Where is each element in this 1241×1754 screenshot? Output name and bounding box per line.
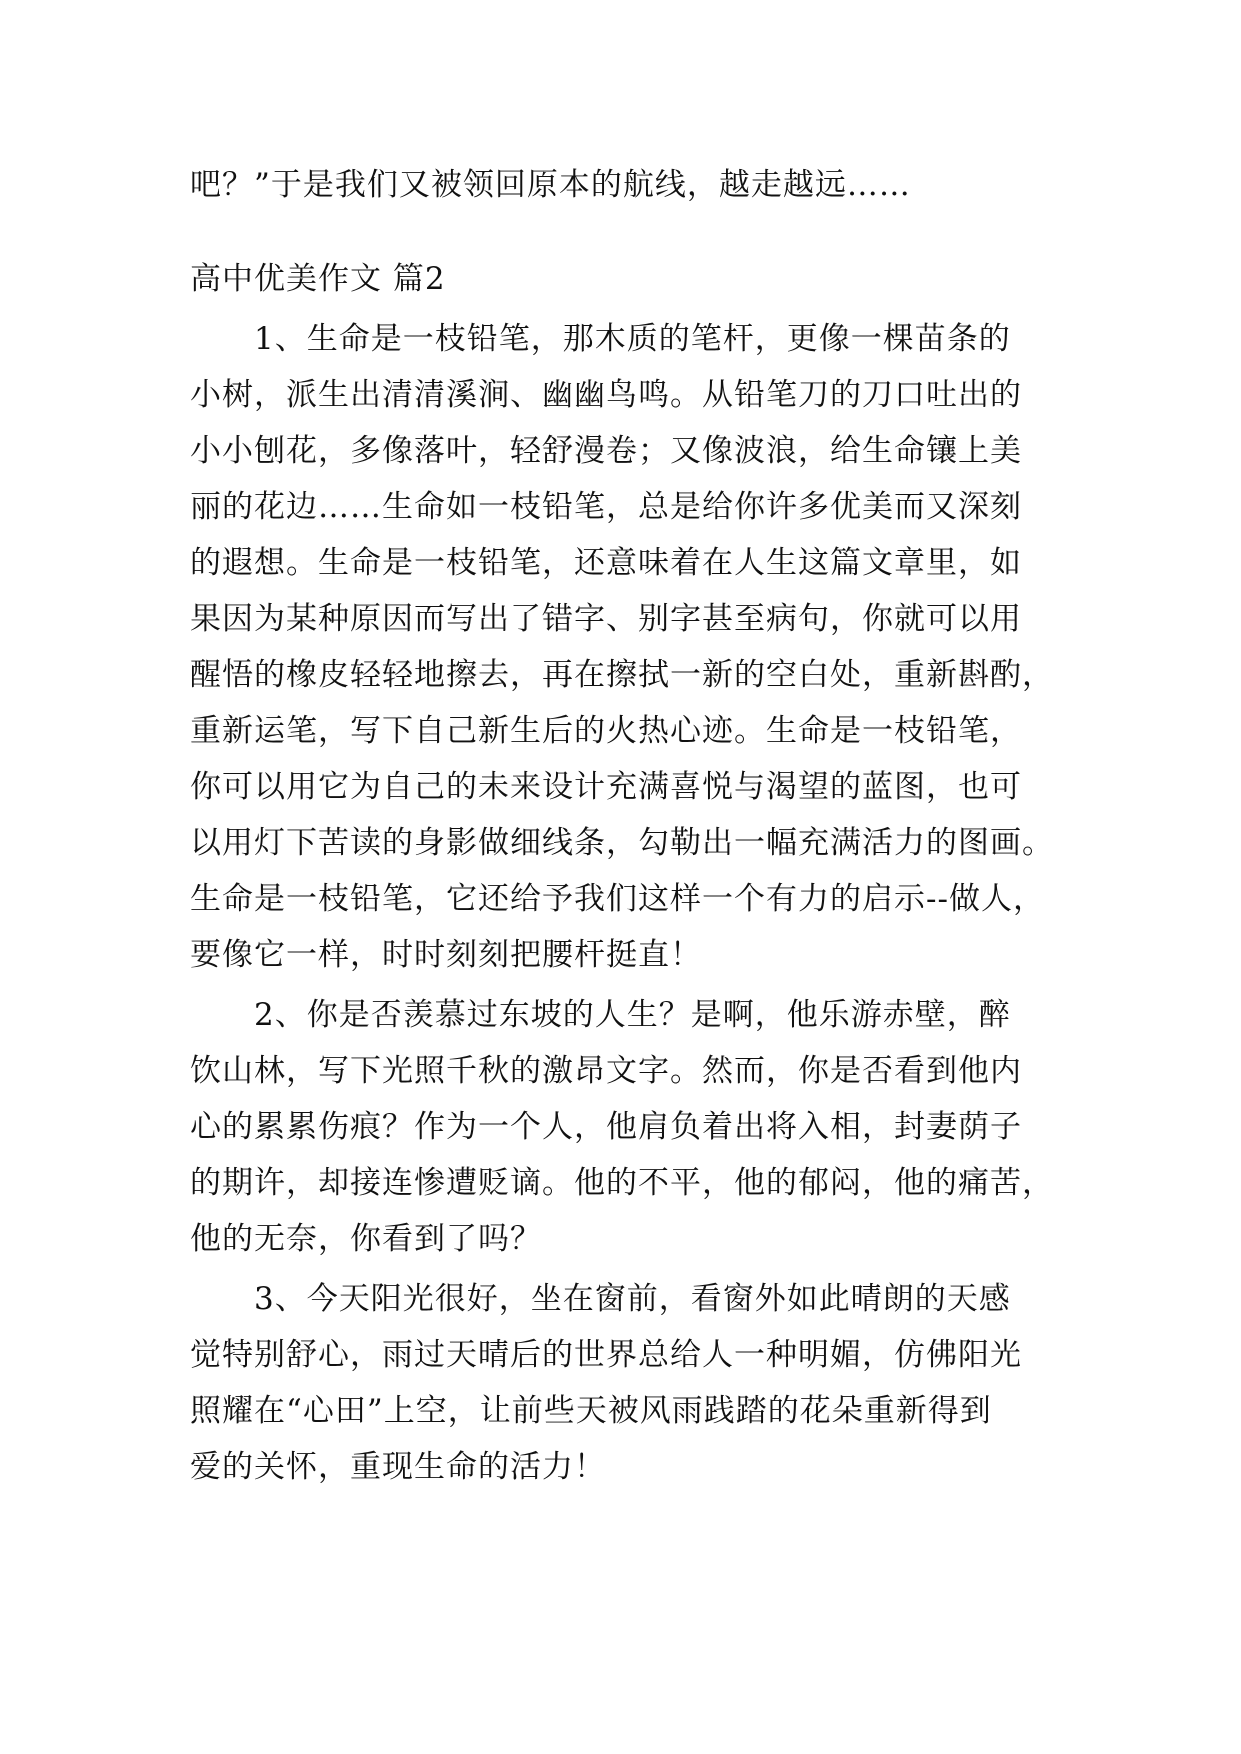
paragraph-line: 照耀在“心田”上空，让前些天被风雨践踏的花朵重新得到 bbox=[190, 1393, 992, 1429]
paragraph-line: 饮山林，写下光照千秋的激昂文字。然而，你是否看到他内 bbox=[190, 1053, 1022, 1089]
paragraph-line: 小树，派生出清清溪涧、幽幽鸟鸣。从铅笔刀的刀口吐出的 bbox=[190, 377, 1022, 413]
paragraph-line: 的期许，却接连惨遭贬谪。他的不平，他的郁闷，他的痛苦， bbox=[190, 1165, 1054, 1201]
section-heading: 高中优美作文 篇2 bbox=[190, 261, 446, 297]
paragraph-line: 你可以用它为自己的未来设计充满喜悦与渴望的蓝图，也可 bbox=[190, 769, 1022, 805]
paragraph-line: 要像它一样，时时刻刻把腰杆挺直！ bbox=[190, 937, 702, 973]
paragraph-line: 小小刨花，多像落叶，轻舒漫卷；又像波浪，给生命镶上美 bbox=[190, 433, 1022, 469]
paragraph-line: 1、生命是一枝铅笔，那木质的笔杆，更像一棵苗条的 bbox=[190, 321, 1011, 357]
paragraph-line: 生命是一枝铅笔，它还给予我们这样一个有力的启示--做人， bbox=[190, 881, 1045, 917]
paragraph-line: 的遐想。生命是一枝铅笔，还意味着在人生这篇文章里，如 bbox=[190, 545, 1022, 581]
paragraph-line: 觉特别舒心，雨过天晴后的世界总给人一种明媚，仿佛阳光 bbox=[190, 1337, 1022, 1373]
paragraph-line: 心的累累伤痕？作为一个人，他肩负着出将入相，封妻荫子 bbox=[190, 1109, 1022, 1145]
paragraph-line: 醒悟的橡皮轻轻地擦去，再在擦拭一新的空白处，重新斟酌， bbox=[190, 657, 1054, 693]
previous-section-tail: 吧？”于是我们又被领回原本的航线，越走越远…… bbox=[190, 167, 911, 203]
paragraph-line: 3、今天阳光很好，坐在窗前，看窗外如此晴朗的天感 bbox=[190, 1281, 1011, 1317]
paragraph-line: 果因为某种原因而写出了错字、别字甚至病句，你就可以用 bbox=[190, 601, 1022, 637]
paragraph-line: 他的无奈，你看到了吗？ bbox=[190, 1221, 542, 1257]
paragraph-line: 爱的关怀，重现生命的活力！ bbox=[190, 1449, 606, 1485]
paragraph-line: 丽的花边……生命如一枝铅笔，总是给你许多优美而又深刻 bbox=[190, 489, 1022, 525]
paragraph-line: 以用灯下苦读的身影做细线条，勾勒出一幅充满活力的图画。 bbox=[190, 825, 1054, 861]
paragraph-line: 2、你是否羡慕过东坡的人生？是啊，他乐游赤壁，醉 bbox=[190, 997, 1011, 1033]
paragraph-line: 重新运笔，写下自己新生后的火热心迹。生命是一枝铅笔， bbox=[190, 713, 1022, 749]
